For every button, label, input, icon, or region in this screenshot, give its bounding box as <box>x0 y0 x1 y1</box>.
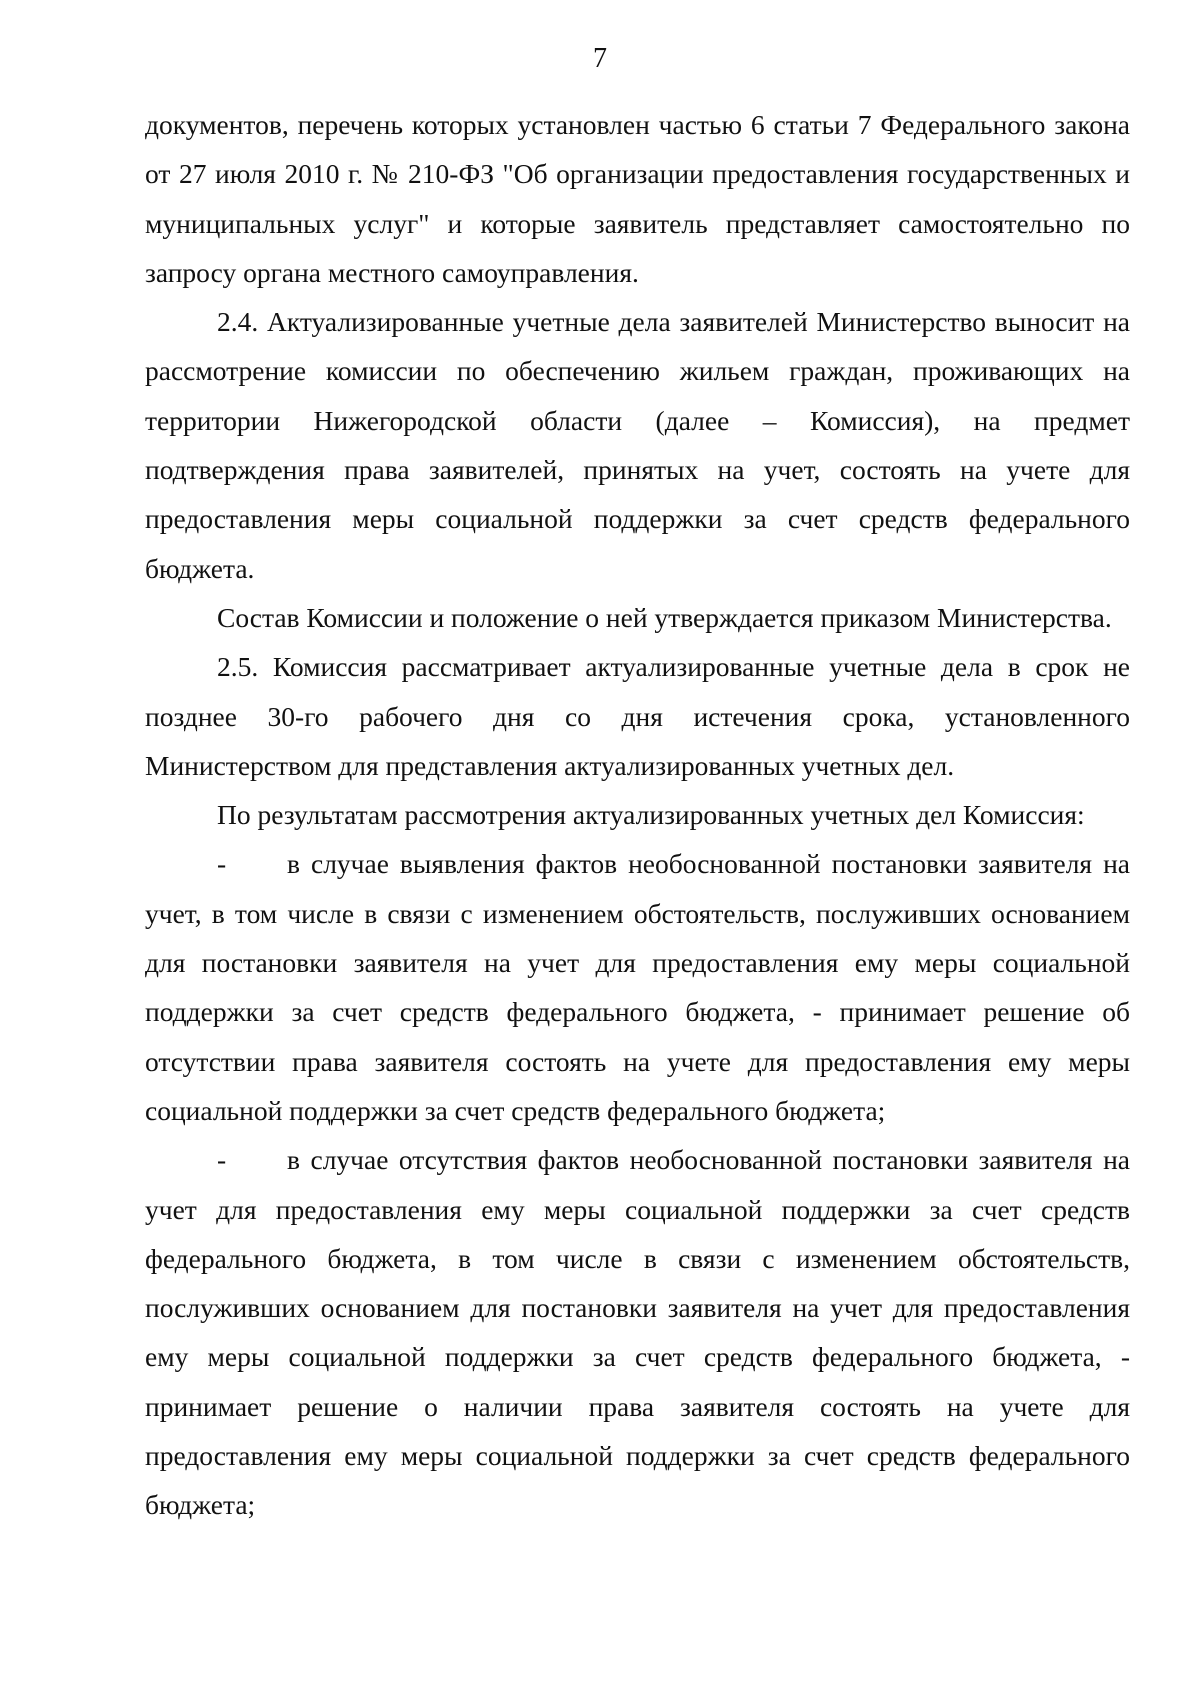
list-dash: - <box>217 848 227 880</box>
paragraph-commission-composition <box>145 593 1130 642</box>
document-body <box>145 100 1130 1530</box>
paragraph-text: По результатам рассмотрения актуализированных учетных дел Комиссия: <box>217 799 1085 831</box>
paragraph-2-5 <box>145 642 1130 790</box>
list-dash: - <box>217 1144 227 1176</box>
paragraph-text: документов, перечень которых установлен частью 6 статьи 7 Федерального закона от 27 июля 2010 г. № 210-ФЗ "Об организации предоставления государственных и муниципальных услуг" и которые заявитель представляет самостоятельно по запросу органа местного самоуправления. <box>145 109 1130 288</box>
paragraph-text: 2.4. Актуализированные учетные дела заявителей Министерство выносит на рассмотрение комиссии по обеспечению жильем граждан, проживающих на территории Нижегородской области (далее – Комиссия), на предмет подтверждения права заявителей, принятых на учет, состоять на учете для предоставления меры социальной поддержки за счет средств федерального бюджета. <box>145 306 1130 584</box>
list-item-has-right <box>145 1135 1130 1529</box>
list-item-text: в случае отсутствия фактов необоснованной постановки заявителя на учет для предоставления ему меры социальной поддержки за счет средств федерального бюджета, в том числе в связи с изменением обстоятельств, послуживших основанием для постановки заявителя на учет для предоставления ему меры социальной поддержки за счет средств федерального бюджета, - принимает решение о наличии права заявителя состоять на учете для предоставления ему меры социальной поддержки за счет средств федерального бюджета; <box>145 1144 1130 1521</box>
list-item-no-right <box>145 839 1130 1135</box>
paragraph-results-intro <box>145 790 1130 839</box>
list-item-text: в случае выявления фактов необоснованной постановки заявителя на учет, в том числе в связи с изменением обстоятельств, послуживших основанием для постановки заявителя на учет для предоставления ему меры социальной поддержки за счет средств федерального бюджета, - принимает решение об отсутствии права заявителя состоять на учете для предоставления ему меры социальной поддержки за счет средств федерального бюджета; <box>145 848 1130 1126</box>
paragraph-2-4 <box>145 297 1130 593</box>
paragraph-continuation <box>145 100 1130 297</box>
page-number: 7 <box>593 43 607 74</box>
paragraph-text: Состав Комиссии и положение о ней утверждается приказом Министерства. <box>217 601 1112 633</box>
paragraph-text: 2.5. Комиссия рассматривает актуализированные учетные дела в срок не позднее 30-го рабочего дня со дня истечения срока, установленного Министерством для представления актуализированных учетных дел. <box>145 651 1130 781</box>
